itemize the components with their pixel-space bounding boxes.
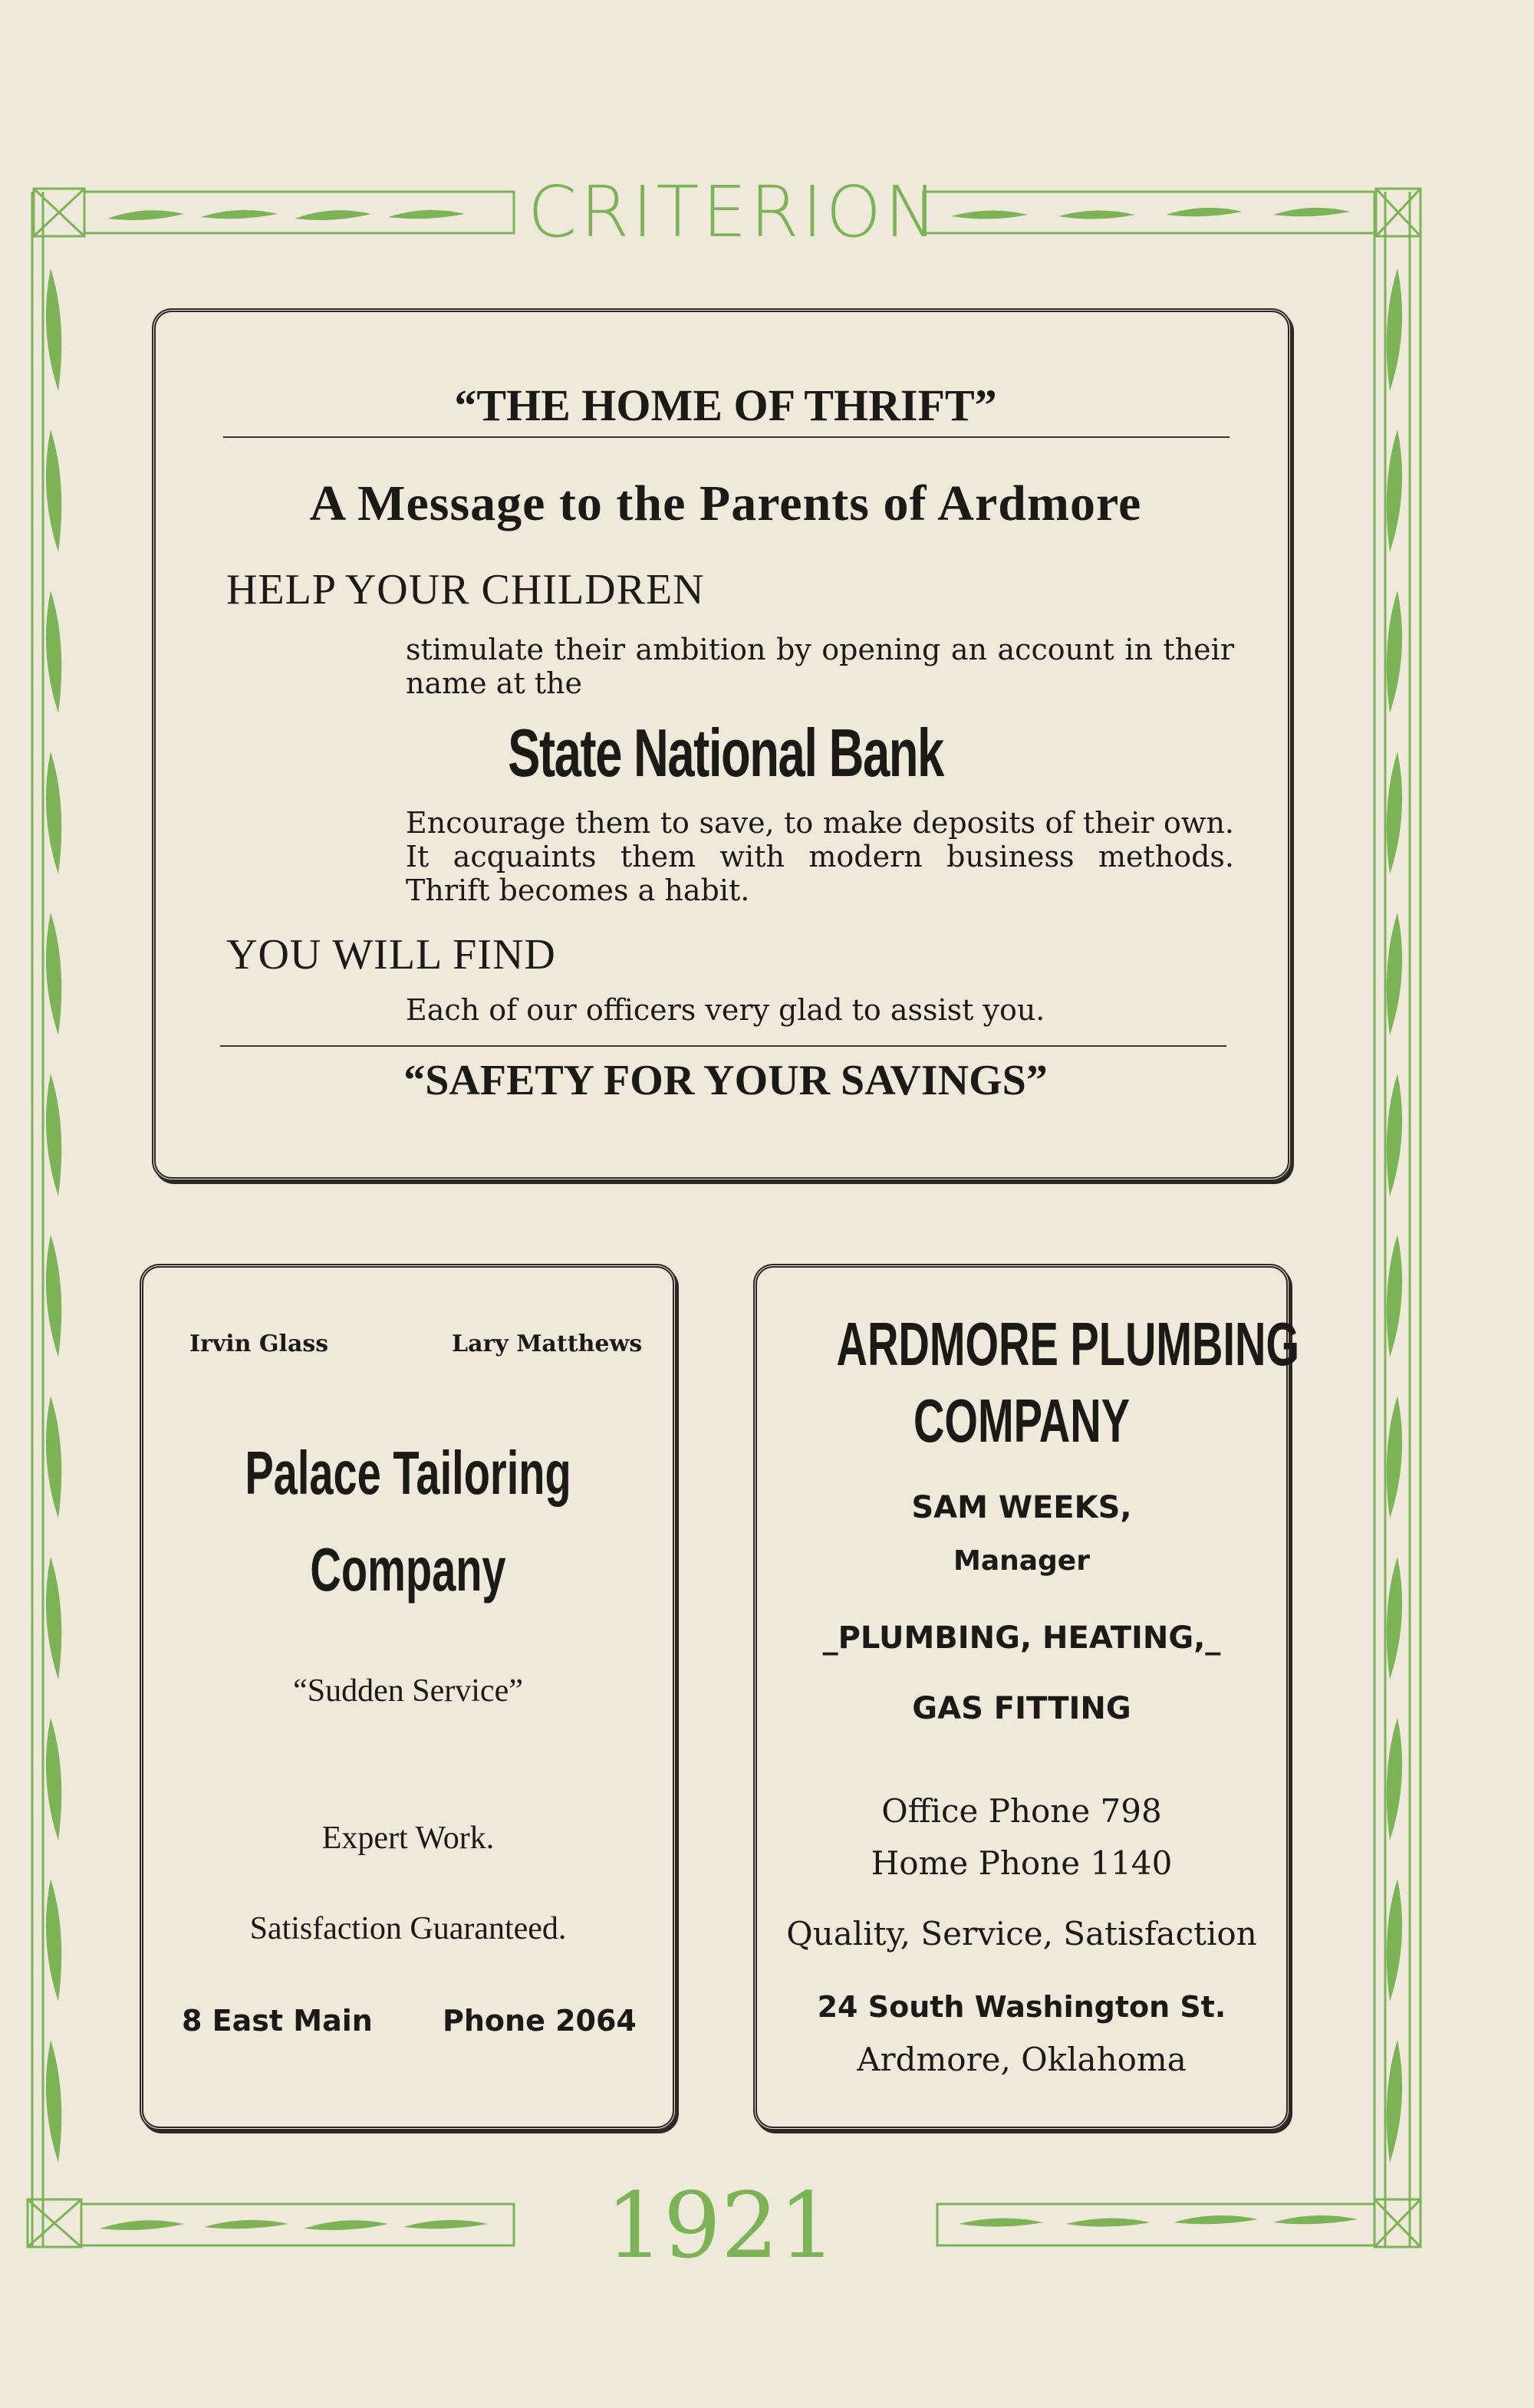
city: Ardmore, Oklahoma <box>857 2041 1187 2078</box>
home-phone: Home Phone 1140 <box>871 1844 1173 1882</box>
tailoring-advertisement <box>140 1264 676 2130</box>
owner-name: Irvin Glass <box>189 1331 329 1357</box>
phone-number: Phone 2064 <box>443 2004 637 2038</box>
divider-top <box>223 436 1230 438</box>
feature-line: Satisfaction Guaranteed. <box>249 1911 567 1946</box>
bank-name: State National Bank <box>508 715 943 791</box>
bank-paragraph-3: Each of our officers very glad to assist you. <box>406 993 1045 1027</box>
manager-title: Manager <box>953 1545 1090 1577</box>
office-phone: Office Phone 798 <box>881 1792 1162 1830</box>
bank-headline: A Message to the Parents of Ardmore <box>309 475 1142 531</box>
find-heading: YOU WILL FIND <box>226 931 556 979</box>
page-header-title: CRITERION <box>528 171 940 253</box>
page-footer-year: 1921 <box>605 2173 837 2278</box>
company-name-line2: Company <box>310 1535 506 1604</box>
feature-line: Expert Work. <box>321 1821 495 1856</box>
divider-bottom <box>220 1045 1226 1047</box>
bank-advertisement <box>152 308 1292 1181</box>
services-line2: GAS FITTING <box>912 1691 1131 1726</box>
street-address: 24 South Washington St. <box>817 1990 1226 2024</box>
bank-slogan: “THE HOME OF THRIFT” <box>454 380 997 430</box>
bank-closing-slogan: “SAFETY FOR YOUR SAVINGS” <box>403 1057 1048 1104</box>
bank-paragraph-1: stimulate their ambition by opening an account in their name at the <box>406 633 1234 700</box>
address: 8 East Main <box>182 2004 373 2038</box>
services-line1: _PLUMBING, HEATING,_ <box>822 1620 1221 1656</box>
bank-paragraph-2: Encourage them to save, to make deposits of their own. It acquaints them with modern business methods. Thrift becomes a habit. <box>406 806 1234 907</box>
help-heading: HELP YOUR CHILDREN <box>226 566 705 614</box>
company-name-line1: Palace Tailoring <box>245 1439 571 1507</box>
owner-name: Lary Matthews <box>452 1331 643 1357</box>
company-motto: “Sudden Service” <box>293 1673 523 1709</box>
plumbing-advertisement <box>753 1264 1300 2130</box>
quality-slogan: Quality, Service, Satisfaction <box>786 1915 1257 1952</box>
company-name-line1: ARDMORE PLUMBING <box>836 1310 1300 1378</box>
manager-name: SAM WEEKS, <box>911 1490 1132 1525</box>
company-name-line2: COMPANY <box>913 1387 1131 1455</box>
